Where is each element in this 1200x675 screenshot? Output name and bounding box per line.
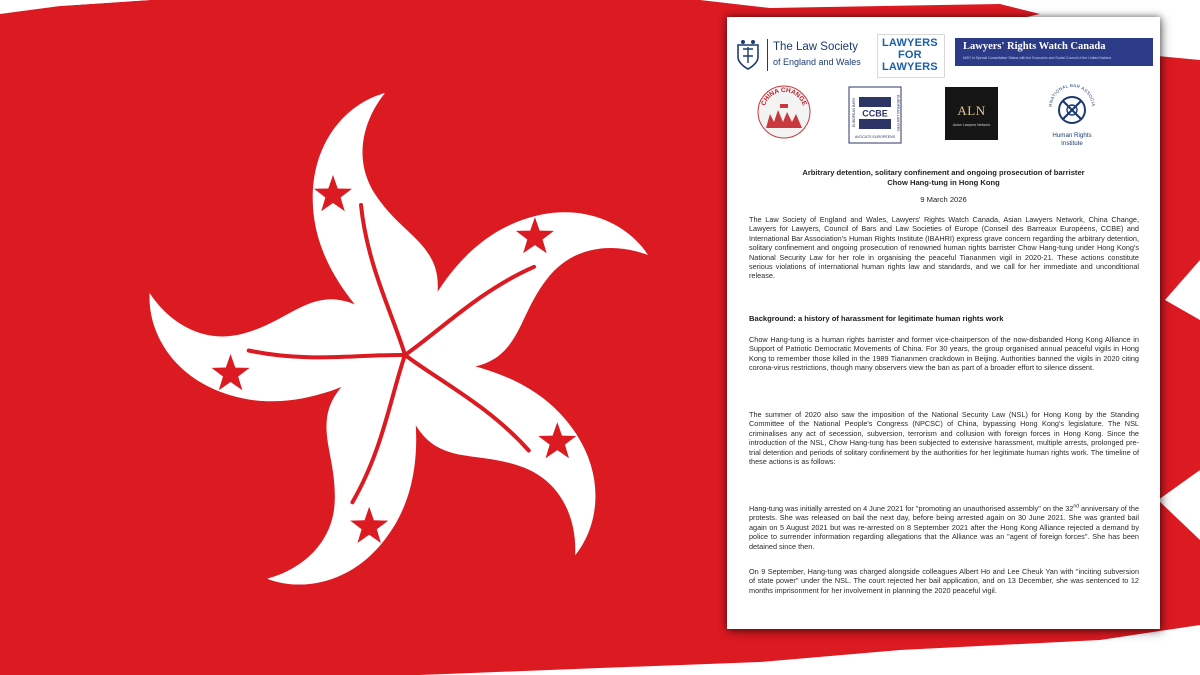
- china-change-text: CHINA CHANGE: [760, 86, 808, 107]
- ibahri-logo: [1042, 83, 1102, 153]
- law-society-subtitle: of England and Wales: [773, 57, 861, 67]
- lfl-line-3: LAWYERS: [882, 61, 938, 73]
- document-date: 9 March 2026: [920, 195, 967, 204]
- document-title-line-1: Arbitrary detention, solitary confinement and ongoing prosecution of barrister: [802, 168, 1085, 177]
- lawyers-for-lawyers-logo: [877, 34, 945, 78]
- background-paragraph-2: The summer of 2020 also saw the imposition of the National Security Law (NSL) for Hong Kong by the Standing Committee of the National People's Congress (NPCSC) of China, bypassing Hong Kong's legislature. The NSL criminalises any act of secession, subversion, terrorism and collusion with foreign forces in Hong Kong. Since the introduction of the NSL, Chow Hang-tung has been subjected to extensive harassment, multiple arrests, prolonged pre-trial detention and periods of solitary confinement by the authorities for her legitimate human rights work. The timeline of these actions is as follows:: [749, 410, 1139, 467]
- ccbe-left-text: EUROPEAN BARS: [852, 97, 856, 127]
- lrwc-title: Lawyers' Rights Watch Canada: [963, 41, 1106, 52]
- timeline-paragraph-1: [749, 504, 1139, 551]
- ccbe-logo: [841, 85, 913, 145]
- lrwc-subtitle: NGO in Special Consultative Status with the Economic and Social Council of the United Nations: [963, 56, 1112, 60]
- document-title: [747, 168, 1140, 188]
- ibahri-label-line1: Human Rights: [1052, 132, 1092, 139]
- iba-globe-icon: [1042, 83, 1102, 131]
- ibahri-label-line2: Institute: [1061, 140, 1083, 147]
- aln-logo: [945, 87, 998, 140]
- lfl-line-2: FOR: [898, 49, 922, 61]
- timeline-superscript: nd: [1073, 503, 1079, 510]
- iba-ring-text: RNATIONAL BAR ASSOCIA: [1047, 83, 1097, 107]
- china-change-logo: [756, 84, 812, 140]
- ccbe-right-text: EUROPEAN LAWYERS: [896, 95, 900, 132]
- intro-paragraph: The Law Society of England and Wales, Lawyers' Rights Watch Canada, Asian Lawyers Network, China Change, Lawyers for Lawyers, Council of Bars and Law Societies of Europe (Conseil des Barreaux Européens, CCBE) and International Bar Association's Human Rights Institute (IBAHRI) express grave concern regarding the arbitrary detention, solitary confinement and ongoing prosecution of renowned human rights barrister Chow Hang-tung under Hong Kong's National Security Law for her role in organising the peaceful Tiananmen vigil in 2020-21. These actions constitute serious violations of international human rights law and standards, and we call for her immediate and unconditional release.: [749, 215, 1139, 281]
- timeline-text-a: Hang-tung was initially arrested on 4 June 2021 for "promoting an unauthorised assembly" on the 32: [749, 504, 1074, 513]
- aln-text: ALN: [957, 103, 986, 118]
- lfl-line-1: LAWYERS: [882, 37, 938, 49]
- background-paragraph-1: Chow Hang-tung is a human rights barrister and former vice-chairperson of the now-disbanded Hong Kong Alliance in Support of Patriotic Democratic Movements of China. For 30 years, the group organised annual peaceful vigils in Hong Kong to remember those killed in the 1989 Tiananmen crackdown in Beijing. Authorities banned the vigils in 2020 citing corona-virus restrictions, though many observers view the ban as part of a broader effort to silence dissent.: [749, 335, 1139, 373]
- aln-subtext: Asian Lawyers Network: [952, 123, 991, 127]
- ccbe-text: CCBE: [862, 108, 888, 119]
- section-heading: Background: a history of harassment for legitimate human rights work: [749, 314, 1004, 323]
- timeline-text-b: anniversary of the protests. She was released on bail the next day, before being arrested again on 30 June 2021. She was granted bail again on 5 August 2021 but was re-arrested on 8 September 2021 after the Hong Kong Alliance rejected a demand by police to surrender information regarding allegations that the Alliance was an "agent of foreign forces". She has been detained since then.: [749, 504, 1139, 551]
- law-society-divider: [767, 39, 768, 71]
- law-society-name: The Law Society: [773, 41, 859, 53]
- lrwc-logo: [955, 38, 1153, 66]
- ccbe-bottom-text: AVOCATS EUROPÉENS: [854, 135, 896, 139]
- timeline-paragraph-2: On 9 September, Hang-tung was charged alongside colleagues Albert Ho and Lee Cheuk Yan with "inciting subversion of state power" under the NSL. The court rejected her bail application, and on 13 December, she was sentenced to 12 months imprisonment for her involvement in planning the 2020 peaceful vigil.: [749, 567, 1139, 595]
- law-society-crest-icon: [735, 39, 761, 71]
- law-society-logo: [735, 37, 875, 77]
- document-title-line-2: Chow Hang-tung in Hong Kong: [887, 178, 1000, 187]
- press-release-document: [727, 17, 1160, 629]
